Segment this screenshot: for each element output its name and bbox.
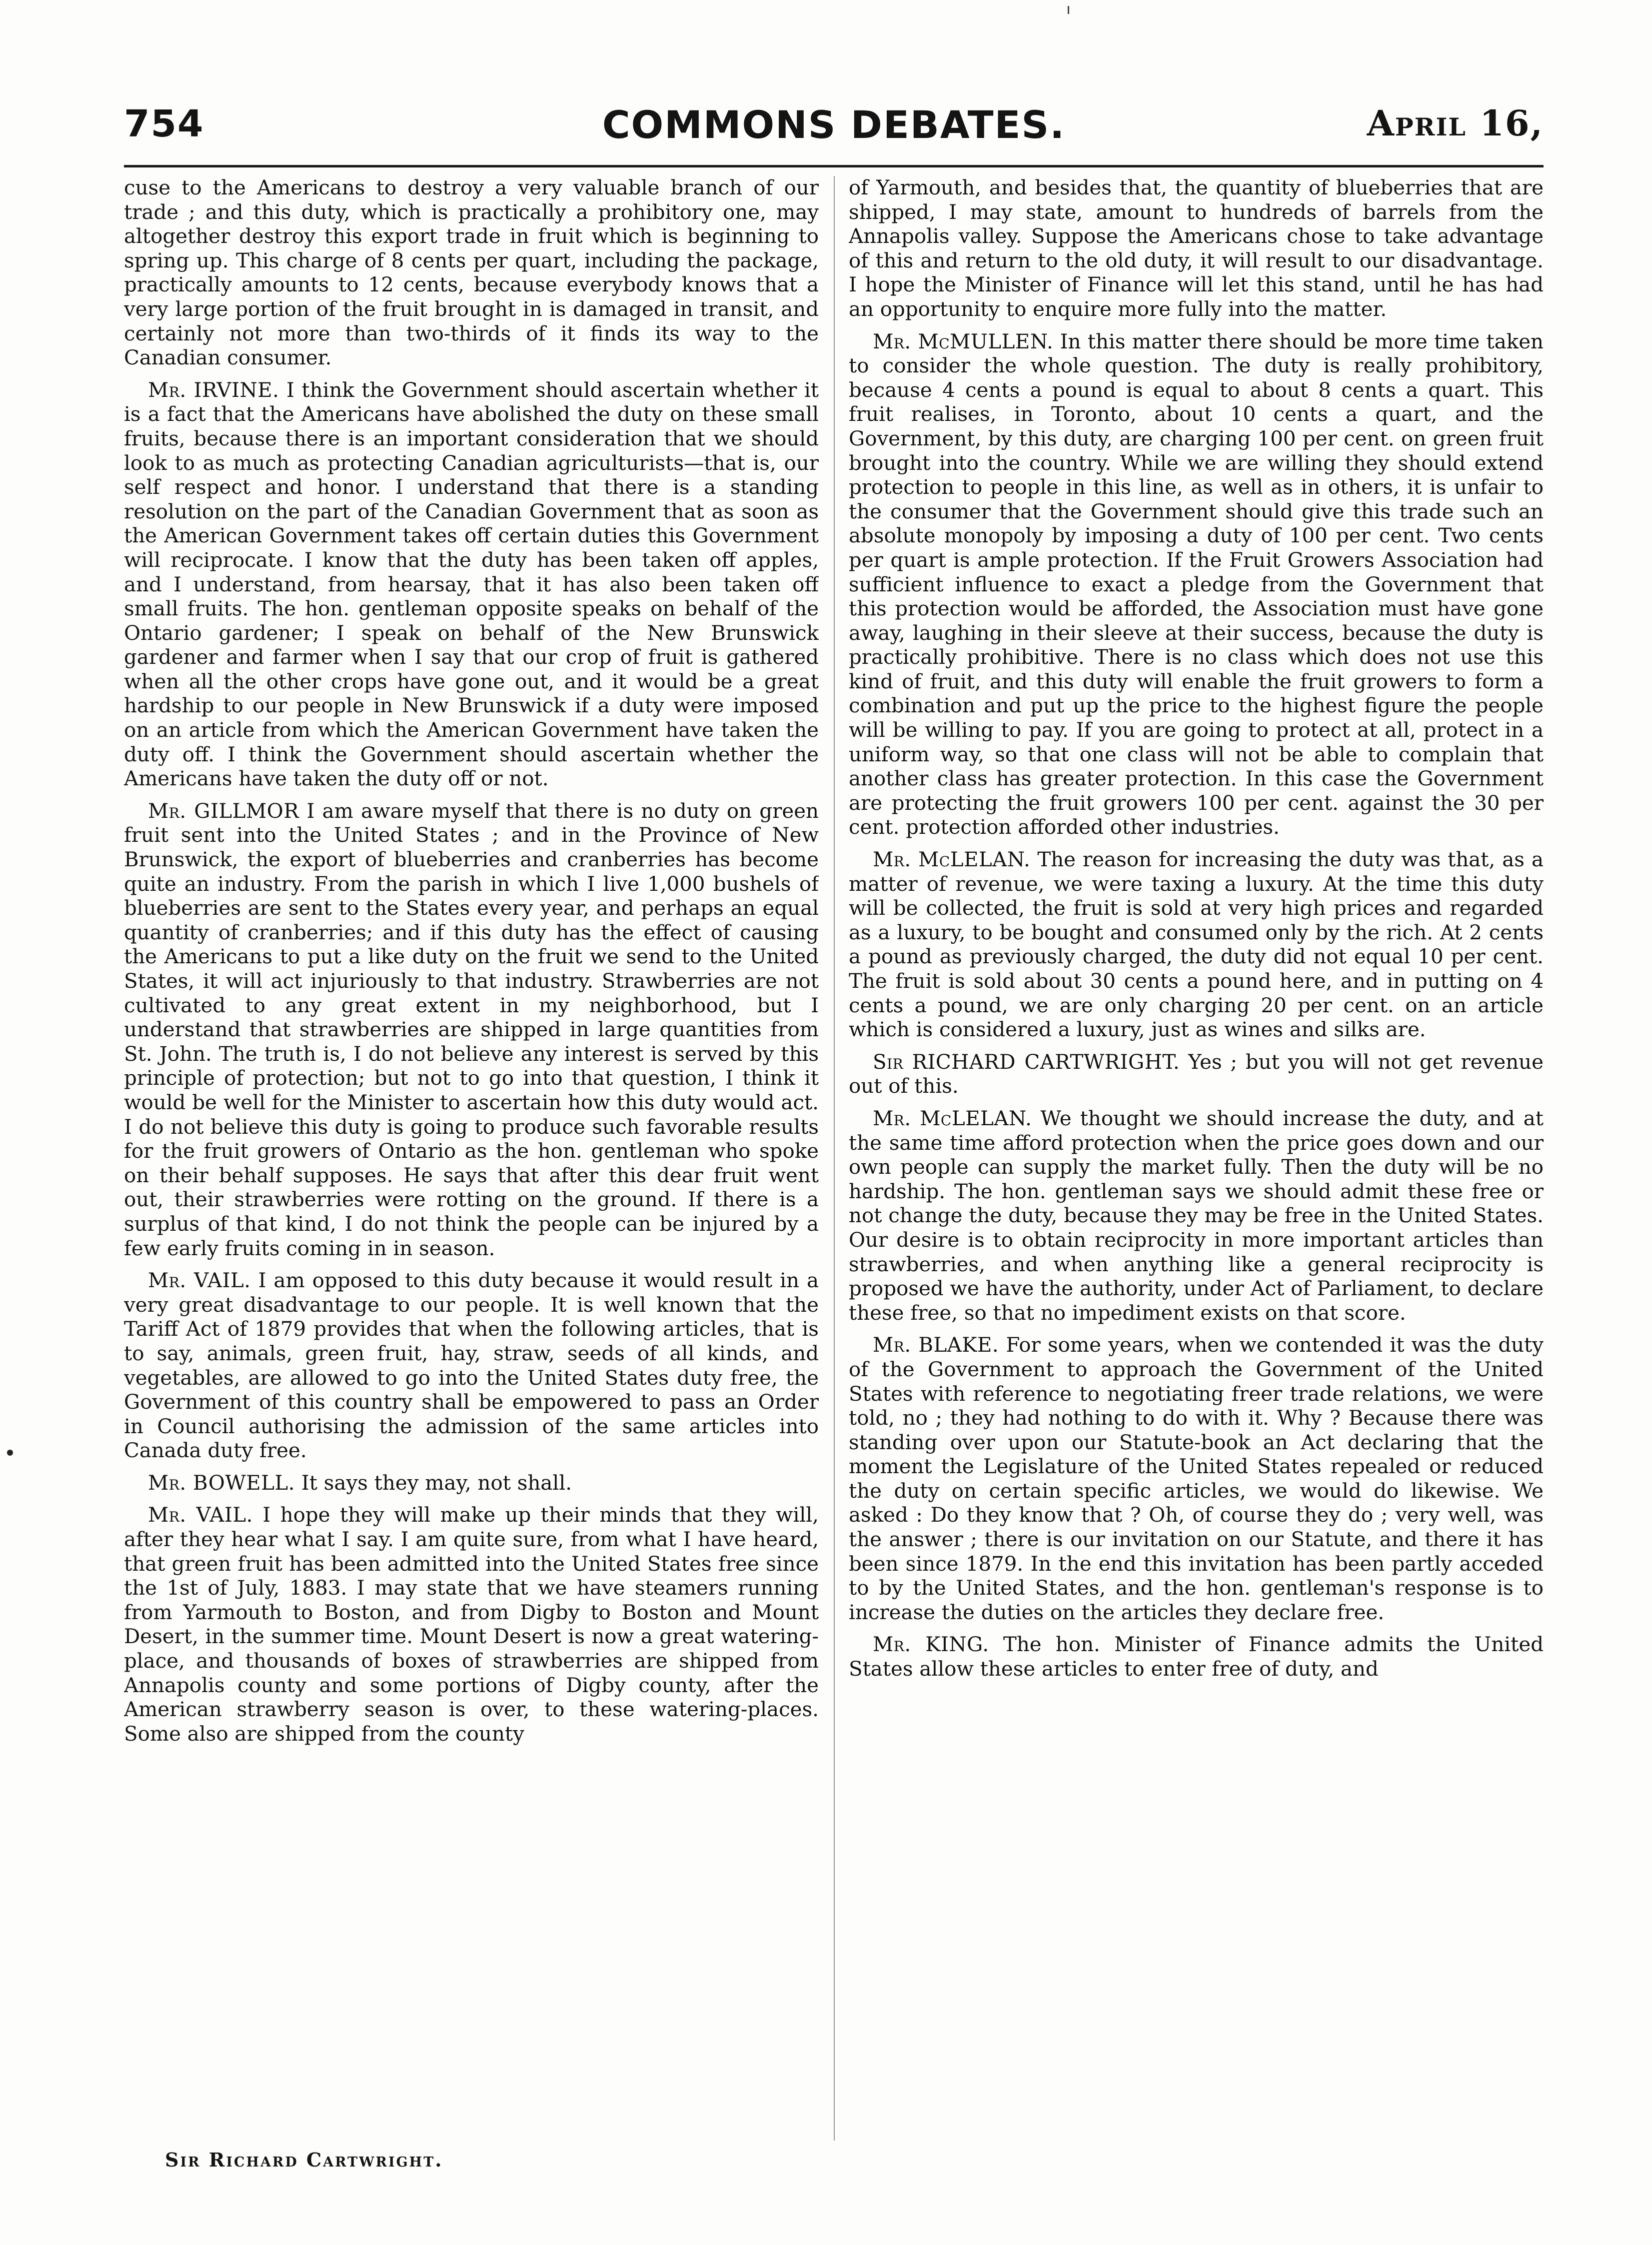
speaker-name: Mr. McMULLEN. xyxy=(873,329,1054,353)
column-divider xyxy=(834,176,835,2141)
paragraph-text: In this matter there should be more time taken to consider the whole question. The duty is really prohibitory, because 4 cents a pound is equal to about 8 cents a quart. This fruit realises, in Toronto, about 10 cents a quart, and the Government, by this duty, are charging 100 per cent. on green fruit brought into the country. While we are willing they should extend protection to people in this line, as well as in others, it is unfair to the consumer that the Government should give this trade such an absolute monopoly by imposing a duty of 100 per cent. Two cents per quart is ample protection. If the Fruit Growers Association had sufficient influence to exact a pledge from the Government that this protection would be afforded, the Association must have gone away, laughing in their sleeve at their success, because the duty is practically prohibitive. There is no class which does not use this kind of fruit, and this duty will enable the fruit growers to form a combination and put up the price to the highest figure the people will be willing to pay. If you are going to protect at all, protect in a uniform way, so that one class will not be able to complain that another class has greater protection. In this case the Government are protecting the fruit growers 100 per cent. against the 30 per cent. protection afforded other industries. xyxy=(849,329,1544,839)
speaker-name: Mr. IRVINE. xyxy=(148,378,279,402)
speaker-name: Mr. BOWELL. xyxy=(148,1471,295,1495)
paragraph-text: I am opposed to this duty because it would result in a very great disadvantage to our people. It is well known that the Tariff Act of 1879 provides that when the following articles, that is to say, animals, green fruit, hay, straw, seeds of all kinds, and vegetables, are allowed to go into the United States duty free, the Government of this country shall be empowered to pass an Order in Council authorising the admission of the same articles into Canada duty free. xyxy=(124,1269,819,1463)
speaker-name: Mr. VAIL. xyxy=(148,1503,253,1527)
paragraph-text: The hon. Minister of Finance admits the United States allow these articles to enter free of duty, and xyxy=(849,1633,1544,1681)
margin-mark xyxy=(1068,6,1069,14)
paragraph-text: The reason for increasing the duty was that, as a matter of revenue, we were taxing a luxury. At the time this duty will be collected, the fruit is sold at very high prices and regarded as a luxury, to be bought and consumed only by the rich. At 2 cents a pound as previously charged, the duty did not equal 10 per cent. The fruit is sold about 30 cents a pound here, and in putting on 4 cents a pound, we are only charging 20 per cent. on an article which is considered a luxury, just as wines and silks are. xyxy=(849,848,1544,1042)
paragraph xyxy=(849,176,1544,322)
paragraph xyxy=(124,1269,819,1463)
speaker-name: Mr. GILLMOR xyxy=(148,799,299,823)
speaker-name: Mr. McLELAN. xyxy=(873,1106,1032,1130)
paragraph xyxy=(124,378,819,791)
page-header xyxy=(124,102,1544,157)
speaker-name: Mr. McLELAN. xyxy=(873,848,1031,872)
speaker-name: Mr. KING. xyxy=(873,1633,989,1657)
paragraph xyxy=(124,176,819,370)
paragraph xyxy=(849,1333,1544,1625)
speaker-name: Sir RICHARD CARTWRIGHT. xyxy=(873,1050,1180,1074)
paragraph xyxy=(124,1503,819,1746)
page-date: April 16, xyxy=(1367,102,1544,144)
page-number: 754 xyxy=(124,102,204,145)
paragraph xyxy=(849,330,1544,840)
paragraph xyxy=(849,1633,1544,1681)
paragraph xyxy=(124,1471,819,1496)
paragraph-text: I am aware myself that there is no duty on green fruit sent into the United States ; and in the Province of New Brunswick, the export of blueberries and cranberries has become quite an industry. From the parish in which I live 1,000 bushels of blueberries are sent to the States every year, and perhaps an equal quantity of cranberries; and if this duty has the effect of causing the Americans to put a like duty on the fruit we send to the United States, it will act injuriously to that industry. Strawberries are not cultivated to any great extent in my neighborhood, but I understand that strawberries are shipped in large quantities from St. John. The truth is, I do not believe any interest is served by this principle of protection; but not to go into that question, I think it would be well for the Minister to ascertain how this duty would act. I do not believe this duty is going to produce such favorable results for the fruit growers of Ontario as the hon. gentleman who spoke on their behalf supposes. He says that after this dear fruit went out, their strawberries were rotting on the ground. If there is a surplus of that kind, I do not think the people can be injured by a few early fruits coming in in season. xyxy=(124,799,819,1260)
right-column xyxy=(849,176,1544,2146)
paragraph-text: It says they may, not shall. xyxy=(301,1471,572,1495)
paragraph-text: Yes ; but you will not get revenue out of this. xyxy=(849,1050,1544,1098)
left-column xyxy=(124,176,819,2146)
running-footer: Sir Richard Cartwright. xyxy=(165,2149,443,2171)
margin-dot xyxy=(7,1450,13,1456)
paragraph xyxy=(849,1107,1544,1325)
paragraph xyxy=(849,848,1544,1042)
paragraph-text: For some years, when we contended it was the duty of the Government to approach the Government of the United States with reference to negotiating freer trade relations, we were told, no ; they had nothing to do with it. Why ? Because there was standing over upon our Statute-book an Act declaring that the moment the Legislature of the United States repealed or reduced the duty on certain specific articles, we would do likewise. We asked : Do they know that ? Oh, of course they do ; very well, was the answer ; there is our invitation on our Statute, and there it has been since 1879. In the end this invitation has been partly acceded to by the United States, and the hon. gentleman's response is to increase the duties on the articles they declare free. xyxy=(849,1333,1544,1624)
paragraph-text: I hope they will make up their minds that they will, after they hear what I say. I am quite sure, from what I have heard, that green fruit has been admitted into the United States free since the 1st of July, 1883. I may state that we have steamers running from Yarmouth to Boston, and from Digby to Boston and Mount Desert, in the summer time. Mount Desert is now a great watering-place, and thousands of boxes of strawberries are shipped from Annapolis county and some portions of Digby county, after the American strawberry season is over, to these watering-places. Some also are shipped from the county xyxy=(124,1503,819,1746)
page-title: COMMONS DEBATES. xyxy=(602,102,1066,147)
speaker-name: Mr. VAIL. xyxy=(148,1269,251,1293)
paragraph xyxy=(124,799,819,1261)
speaker-name: Mr. BLAKE. xyxy=(873,1333,999,1357)
paragraph-text: cuse to the Americans to destroy a very valuable branch of our trade ; and this duty, which is practically a prohibitory one, may altogether destroy this export trade in fruit which is beginning to spring up. This charge of 8 cents per quart, including the package, practically amounts to 12 cents, because everybody knows that a very large portion of the fruit brought in is damaged in transit, and certainly not more than two-thirds of it finds its way to the Canadian consumer. xyxy=(124,176,819,370)
paragraph xyxy=(849,1050,1544,1099)
paragraph-text: I think the Government should ascertain whether it is a fact that the Americans have abolished the duty on these small fruits, because there is an important consideration that we should look to as much as protecting Canadian agriculturists—that is, our self respect and honor. I understand that there is a standing resolution on the part of the Canadian Government that as soon as the American Government takes off certain duties this Government will reciprocate. I know that the duty has been taken off apples, and I understand, from hearsay, that it has also been taken off small fruits. The hon. gentleman opposite speaks on behalf of the Ontario gardener; I speak on behalf of the New Brunswick gardener and farmer when I say that our crop of fruit is gathered when all the other crops have gone out, and it would be a great hardship to our people in New Brunswick if a duty were imposed on an article from which the American Government have taken the duty off. I think the Government should ascertain whether the Americans have taken the duty off or not. xyxy=(124,378,819,791)
paragraph-text: We thought we should increase the duty, and at the same time afford protection when the price goes down and our own people can supply the market fully. Then the duty will be no hardship. The hon. gentleman says we should admit these free or not change the duty, because they may be free in the United States. Our desire is to obtain reciprocity in more important articles than strawberries, and when anything like a general reciprocity is proposed we have the authority, under Act of Parliament, to declare these free, so that no impediment exists on that score. xyxy=(849,1106,1544,1325)
header-rule xyxy=(124,165,1544,167)
paragraph-text: of Yarmouth, and besides that, the quantity of blueberries that are shipped, I may state, amount to hundreds of barrels from the Annapolis valley. Suppose the Americans chose to take advantage of this and return to the old duty, it will result to our disadvantage. I hope the Minister of Finance will let this stand, until he has had an opportunity to enquire more fully into the matter. xyxy=(849,176,1544,321)
